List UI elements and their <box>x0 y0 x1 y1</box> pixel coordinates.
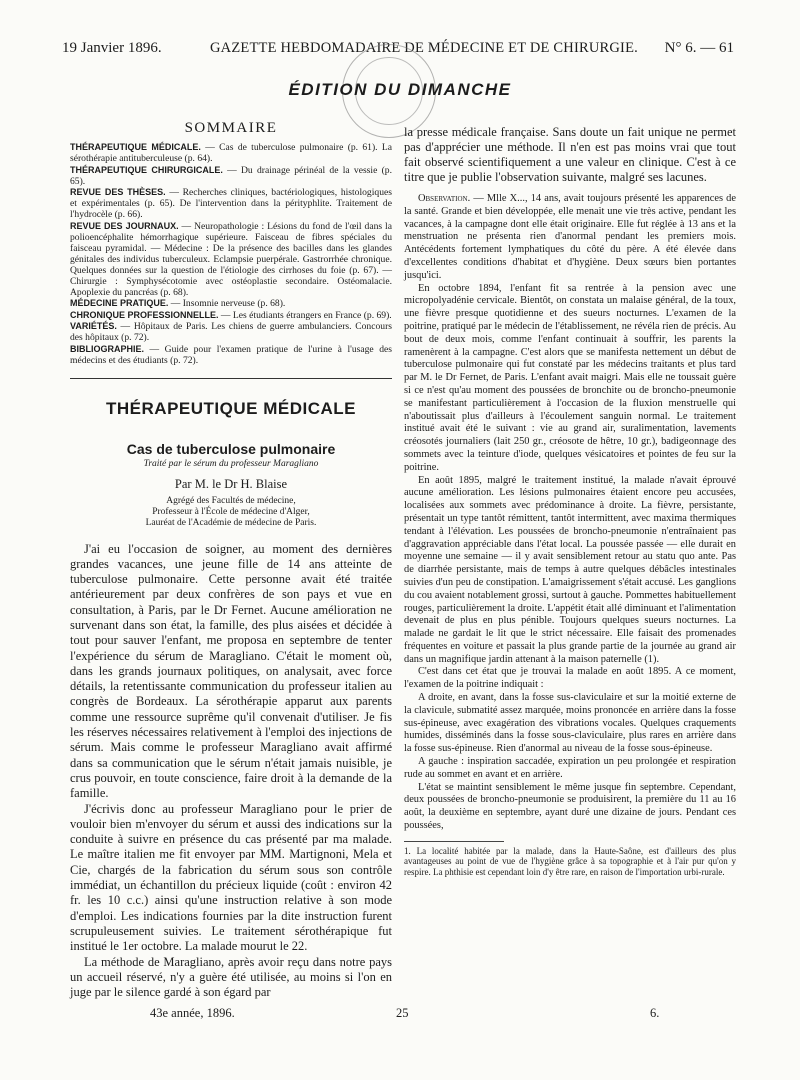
sommaire-item-head: VARIÉTÉS. <box>70 321 117 331</box>
article-title: Cas de tuberculose pulmonaire <box>126 440 336 457</box>
sommaire-item <box>70 165 392 187</box>
sommaire-item-text: — Du drainage périnéal de la vessie (p. 65). <box>70 164 392 187</box>
affiliation-line: Professeur à l'École de médecine d'Alger, <box>152 506 310 517</box>
observation-paragraph <box>404 193 736 283</box>
article-body-left <box>70 542 392 1001</box>
sommaire-item-text: — Neuropathologie : Lésions du fond de l'œil dans la polioencéphalite hémorrhagique supérieure. Faisceau de fibres spéciales du faisceau pyramidal. — Médecine : De la présence des bacilles dans les glandes génitales des individus tuberculeux. Eclampsie puerpérale. Gastrorrhée chronique. Quelques données sur la question de l'étiologie des cirrhoses du foie (p. 67). — Chirurgie : Symphysécotomie avec ostéoplastie secondaire. Ostéomalacie. Apoplexie du pancréas (p. 68). <box>70 220 392 298</box>
header-journal-title: GAZETTE HEBDOMADAIRE DE MÉDECINE ET DE CHIRURGIE. <box>210 40 638 56</box>
sommaire-item <box>70 142 392 164</box>
body-paragraph: la presse médicale française. Sans doute un fait unique ne permet pas d'apprécier une méthode. Il n'en est pas moins vrai que tout fait observé scientifiquement a une valeur en clinique. C'est à ce titre que je publie l'observation suivante, malgré ses lacunes. <box>404 125 736 184</box>
edition-banner: ÉDITION DU DIMANCHE <box>288 80 512 99</box>
sommaire-item-text: — Guide pour l'examen pratique de l'urine à l'usage des médecins et des étudiants (p. 72). <box>70 343 392 366</box>
sommaire-item-head: MÉDECINE PRATIQUE. <box>70 298 169 308</box>
section-divider <box>70 378 392 379</box>
sommaire-title: SOMMAIRE <box>184 120 278 136</box>
header-issue-page: N° 6. — 61 <box>664 40 734 56</box>
footer-issue-number: 6. <box>650 1006 660 1020</box>
article-body-right <box>404 125 736 185</box>
affiliation-line: Agrégé des Facultés de médecine, <box>166 495 296 506</box>
observation-paragraph: En août 1895, malgré le traitement institué, la malade n'avait éprouvé aucune amélioration. Les lésions pulmonaires étaient encore peu accusées, localisées aux sommets avec prédominance à droite. La fièvre, persistante, présentait un type tantôt rémittent, tantôt intermittent, avec maxima thermiques tendant à l'élévation. Les poussées de broncho-pneumonie n'entraînaient pas d'aggravation appréciable dans l'état local. La poussée passée — elle durait en moyenne une semaine — il y avait sensiblement retour au statu quo ante. Pas de diarrhée persistante, mais de temps à autre quelques débâcles intestinales suivies d'un peu de constipation. L'amaigrissement s'était accusé. Les ganglions du cou avaient notablement grossi, surtout à gauche. Pommettes habituellement rouges, particulièrement la droite. L'appétit était allé diminuant et l'alimentation devenait de plus en plus pénible. Toujours quelques sueurs nocturnes. La malade ne gardait le lit que le strict nécessaire. Elle faisait des promenades fréquentes en voiture et passait la plus grande partie de la journée au grand air dans un magnifique jardin attenant à la maison paternelle (1). <box>404 474 736 665</box>
sommaire-item-head: THÉRAPEUTIQUE MÉDICALE. <box>70 142 201 152</box>
sommaire-item-text: — Les étudiants étrangers en France (p. 69). <box>218 309 392 321</box>
right-column <box>404 125 736 877</box>
observation-label: Observation. <box>418 193 471 204</box>
sommaire-item-text: — Recherches cliniques, bactériologiques, histologiques et expérimentales (p. 65). De l'intervention dans la pérityphlite. Traitement de l'hydrocèle (p. 66). <box>70 187 392 220</box>
affiliation-line: Lauréat de l'Académie de médecine de Paris. <box>145 517 317 528</box>
sommaire-item <box>70 344 392 366</box>
sommaire-item <box>70 187 392 220</box>
article-author: Par M. le Dr H. Blaise <box>174 476 288 491</box>
sommaire-item-head: THÉRAPEUTIQUE CHIRURGICALE. <box>70 164 223 175</box>
footnote: 1. La localité habitée par la malade, dans la Haute-Saône, est d'ailleurs des plus avantageuses au point de vue de l'hygiène grâce à sa topographie et à l'air pur qu'on y respire. La phthisie est cependant loin d'y être rare, en raison de l'importation urbi-rurale. <box>404 845 736 877</box>
observation-paragraph: C'est dans cet état que je trouvai la malade en août 1895. A ce moment, l'examen de la poitrine indiquait : <box>404 666 736 691</box>
observation-paragraph: En octobre 1894, l'enfant fit sa rentrée à la pension avec une micropolyadénie cervicale. Bientôt, on constata un malaise général, de la toux, une fièvre presque quotidienne et des sueurs nocturnes. L'examen de la poitrine, pratiqué par le médecin de l'établissement, ne révéla rien de précis. Au bout de deux mois, comme l'enfant continuait à souffrir, les parents la ramenèrent à la campagne. C'est alors que se manifesta nettement un début de tuberculose pulmonaire qui fut constaté par les médecins traitants et plus tard par M. le Dr Fernet, de Paris. L'enfant avait maigri. Mais elle ne toussait guère si ce n'est qu'au moment des poussées de bronchite ou de broncho-pneumonie se manifestant particulièrement à l'occasion de la fluxion menstruelle qui n'aboutissait plus d'ailleurs à l'écoulement sanguin normal. Le traitement institué avait été le suivant : vie au grand air, suralimentation, lavements créosotés journaliers (lait 250 gr., créosote de hêtre, 10 gr.), badigeonnage des sommets avec la teinture d'iode, quelques vésicatoires et pointes de feu sur la poitrine. <box>404 282 736 473</box>
author-affiliation <box>70 496 392 529</box>
sommaire-list <box>70 142 392 366</box>
footnote-rule <box>404 841 504 842</box>
sommaire-item <box>70 310 392 321</box>
section-title: THÉRAPEUTIQUE MÉDICALE <box>106 398 356 418</box>
body-paragraph: La méthode de Maragliano, après avoir reçu dans notre pays un accueil réservé, n'y a guère été utilisée, au moins si l'on en juge par le silence gardé à son égard par <box>70 954 392 1000</box>
sommaire-item-head: CHRONIQUE PROFESSIONNELLE. <box>70 309 219 320</box>
sommaire-item-head: BIBLIOGRAPHIE. <box>70 343 145 354</box>
sommaire-item-text: — Insomnie nerveuse (p. 68). <box>168 298 286 309</box>
sommaire-item-head: REVUE DES THÈSES. <box>70 187 166 197</box>
observation-paragraph: A gauche : inspiration saccadée, expiration un peu prolongée et respiration rude au sommet en avant et en arrière. <box>404 756 736 780</box>
observation-block <box>404 193 736 833</box>
footer-year: 43e année, 1896. <box>150 1006 235 1020</box>
page-footer <box>150 1006 750 1022</box>
observation-paragraph: L'état se maintint sensiblement le même jusque fin septembre. Cependant, deux poussées de broncho-pneumonie se produisirent, la première du 11 au 16 août, la deuxième en septembre, ayant duré une dizaine de jours. Pendant ces poussées, <box>404 781 736 832</box>
header-date: 19 Janvier 1896. <box>62 40 162 56</box>
article-subtitle: Traité par le sérum du professeur Maragliano <box>143 458 319 469</box>
observation-paragraph: A droite, en avant, dans la fosse sus-claviculaire et sur la moitié externe de la clavicule, submatité assez marquée, moins prononcée en arrière dans la fosse sus-épineuse, avec exagération des vibrations vocales. Quelques craquements humides, disséminés dans la fosse sous-claviculaire, plus rares en arrière dans la fosse sus-épineuse. Rien d'anormal au niveau de la fosse sous-épineuse. <box>404 692 736 755</box>
sommaire-item <box>70 321 392 343</box>
body-paragraph: J'ai eu l'occasion de soigner, au moment des dernières grandes vacances, une jeune fille de 14 ans atteinte de tuberculose pulmonaire. Cette personne avait été traitée antérieurement par deux confrères de son pays et vue en consultation, à Paris, par le Dr Fernet. Aucune amélioration ne survenant dans son état, la famille, des plus aisées et décidée à tout pour sauver l'enfant, me proposa en septembre de tenter l'expérience du sérum de Maragliano. C'était le moment où, dans les grands journaux politiques, on analysait, avec force détails, la retentissante communication du professeur italien au congrès de Bordeaux. La sérothérapie apparut aux parents comme une ressource suprême qu'il convenait d'utiliser. Je fis les réserves nécessaires relativement à l'emploi des injections de sérum. Mais comme le professeur Maragliano avait affirmé dans sa communication que le sérum n'était jamais nuisible, je crus pouvoir, en toute conscience, faire droit à la demande de la famille. <box>70 541 392 801</box>
sommaire-item <box>70 298 392 309</box>
sommaire-item-text: — Hôpitaux de Paris. Les chiens de guerre ambulanciers. Concours des hôpitaux (p. 72). <box>70 321 392 343</box>
body-paragraph: J'écrivis donc au professeur Maragliano pour le prier de vouloir bien m'envoyer du sérum et aussi des indications sur la conduite à suivre en présence du cas présenté par ma malade. Le maître italien me fit envoyer par MM. Martignoni, Mela et Cie, chargés de la fabrication du sérum sous son contrôle immédiat, un échantillon du précieux liquide (coût : environ 42 fr. les 10 c.c.) ainsi qu'une instruction relative à son mode d'emploi. Les indications fournies par la dite instruction furent scrupuleusement suivies. Le traitement sérothérapique fut institué le 1er octobre. La malade mourut le 22. <box>70 801 392 954</box>
sommaire-item-head: REVUE DES JOURNAUX. <box>70 220 179 231</box>
observation-text: — Mlle X..., 14 ans, avait toujours présenté les apparences de la santé. Grande et bien développée, elle menait une vie très active, pendant les vacances, à la campagne dont elle était originaire. Elle fut réglée à 13 ans et la menstruation ne présenta rien d'anormal pendant les premiers mois. Antécédents fortement lymphatiques du côté du père. A été élevée dans d'excellentes conditions d'habitat et d'hygiène. Deux sœurs bien portantes jusqu'ici. <box>404 193 736 281</box>
footer-sheet-number: 25 <box>396 1006 409 1020</box>
left-column <box>70 116 392 1000</box>
sommaire-item <box>70 221 392 298</box>
sommaire-item-text: — Cas de tuberculose pulmonaire (p. 61). La sérothérapie antituberculeuse (p. 64). <box>70 142 392 164</box>
